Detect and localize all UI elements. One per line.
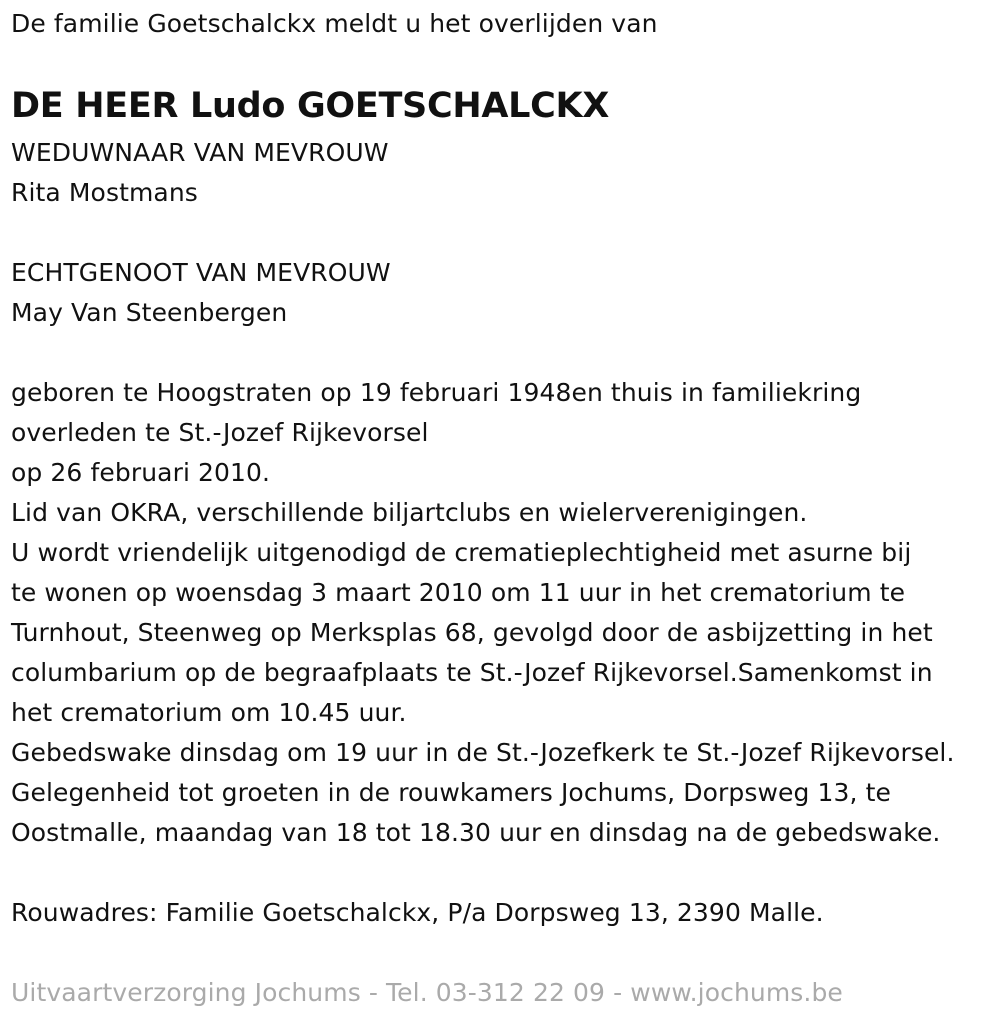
late-spouse-name: Rita Mostmans (11, 178, 198, 207)
intro-text: De familie Goetschalckx meldt u het overlijden van (11, 9, 658, 38)
detail-line: columbarium op de begraafplaats te St.-Jozef Rijkevorsel.Samenkomst in (11, 658, 933, 687)
detail-line: Gelegenheid tot groeten in de rouwkamers Jochums, Dorpsweg 13, te (11, 778, 891, 807)
mourning-address: Rouwadres: Familie Goetschalckx, P/a Dorpsweg 13, 2390 Malle. (11, 898, 824, 927)
deceased-name: DE HEER Ludo GOETSCHALCKX (11, 86, 610, 126)
spouse-name: May Van Steenbergen (11, 298, 288, 327)
spouse-label: ECHTGENOOT VAN MEVROUW (11, 258, 391, 287)
detail-line: overleden te St.-Jozef Rijkevorsel (11, 418, 429, 447)
detail-line: geboren te Hoogstraten op 19 februari 1948en thuis in familiekring (11, 378, 862, 407)
detail-line: Oostmalle, maandag van 18 tot 18.30 uur en dinsdag na de gebedswake. (11, 818, 941, 847)
detail-line: Gebedswake dinsdag om 19 uur in de St.-Jozefkerk te St.-Jozef Rijkevorsel. (11, 738, 955, 767)
footer-contact: Uitvaartverzorging Jochums - Tel. 03-312 22 09 - www.jochums.be (11, 978, 843, 1007)
detail-line: Lid van OKRA, verschillende biljartclubs en wielerverenigingen. (11, 498, 808, 527)
detail-line: te wonen op woensdag 3 maart 2010 om 11 uur in het crematorium te (11, 578, 906, 607)
detail-line: het crematorium om 10.45 uur. (11, 698, 407, 727)
detail-line: op 26 februari 2010. (11, 458, 271, 487)
detail-line: U wordt vriendelijk uitgenodigd de crematieplechtigheid met asurne bij (11, 538, 912, 567)
widower-label: WEDUWNAAR VAN MEVROUW (11, 138, 389, 167)
detail-line: Turnhout, Steenweg op Merksplas 68, gevolgd door de asbijzetting in het (11, 618, 933, 647)
